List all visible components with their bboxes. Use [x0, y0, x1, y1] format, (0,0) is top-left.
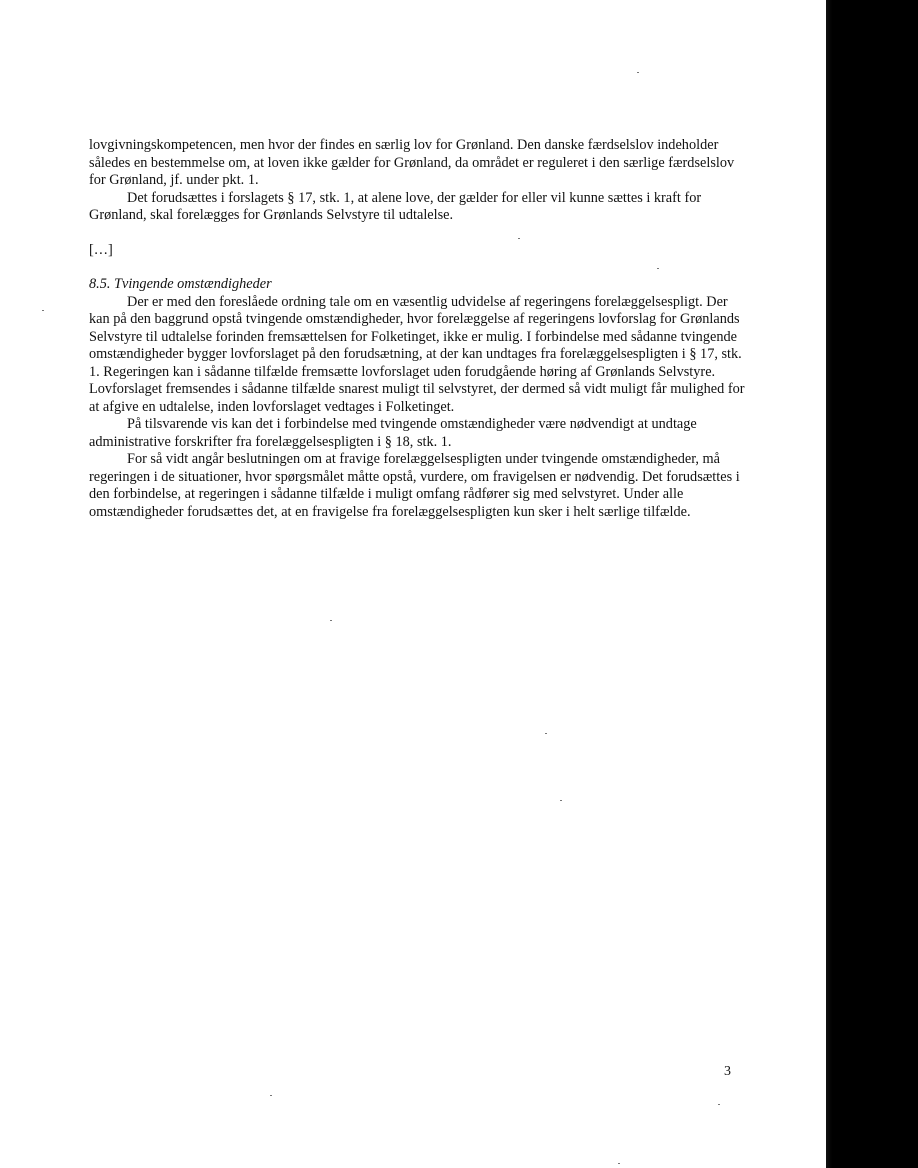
section-paragraph: På tilsvarende vis kan det i forbindelse med tvingende omstændigheder være nødvendigt at undtage administrative forskrifter fra forelæggelsespligten i § 18, stk. 1.	[89, 416, 697, 450]
scan-speck	[42, 310, 44, 311]
scan-speck	[657, 268, 659, 269]
section-paragraph: Der er med den foreslåede ordning tale om en væsentlig udvidelse af regeringens forelæggelsespligt. Der kan på den baggrund opstå tvingende omstændigheder, hvor forelæggelse af regeringens lovforslag for Grønlands Selvstyre til udtalelse forinden fremsættelsen for Folketinget, ikke er mulig. I forbindelse med sådanne tvingende omstændigheder bygger lovforslaget på den forudsætning, at der kan undtages fra forelæggelsespligten i § 17, stk. 1. Regeringen kan i sådanne tilfælde fremsætte lovforslaget uden forudgående høring af Grønlands Selvstyre. Lovforslaget fremsendes i sådanne tilfælde snarest muligt til selvstyret, der dermed så vidt muligt får mulighed for at afgive en udtalelse, inden lovforslaget vedtages i Folketinget.	[89, 293, 745, 415]
body-paragraph: Det forudsættes i forslagets § 17, stk. 1, at alene love, der gælder for eller vil kunne sættes i kraft for Grønland, skal forelægges for Grønlands Selvstyre til udtalelse.	[89, 189, 702, 223]
document-body	[89, 137, 749, 521]
section-paragraph: For så vidt angår beslutningen om at fravige forelæggelsespligten under tvingende omstændigheder, må regeringen i de situationer, hvor spørgsmålet måtte opstå, vurdere, om fravigelsen er nødvendig. Det forudsættes i den forbindelse, at regeringen i sådanne tilfælde i muligt omfang rådfører sig med selvstyret. Under alle omstændigheder forudsættes det, at en fravigelse fra forelæggelsespligten kun sker i helt særlige tilfælde.	[89, 451, 740, 520]
scan-speck	[518, 238, 520, 239]
scan-speck	[560, 800, 562, 801]
omission-marker: […]	[89, 241, 113, 258]
scan-speck	[637, 72, 639, 73]
scan-speck	[270, 1095, 272, 1096]
body-paragraph: lovgivningskompetencen, men hvor der findes en særlig lov for Grønland. Den danske færdselslov indeholder således en bestemmelse om, at loven ikke gælder for Grønland, da området er reguleret i den særlige færdselslov for Grønland, jf. under pkt. 1.	[89, 137, 735, 188]
scan-speck	[618, 1163, 620, 1164]
scan-speck	[718, 1104, 720, 1105]
scan-border-edge	[826, 0, 832, 1168]
scan-speck	[330, 620, 332, 621]
scan-speck	[545, 733, 547, 734]
scan-border	[826, 0, 918, 1168]
page-number: 3	[724, 1064, 731, 1079]
section-heading: 8.5. Tvingende omstændigheder	[89, 276, 272, 292]
